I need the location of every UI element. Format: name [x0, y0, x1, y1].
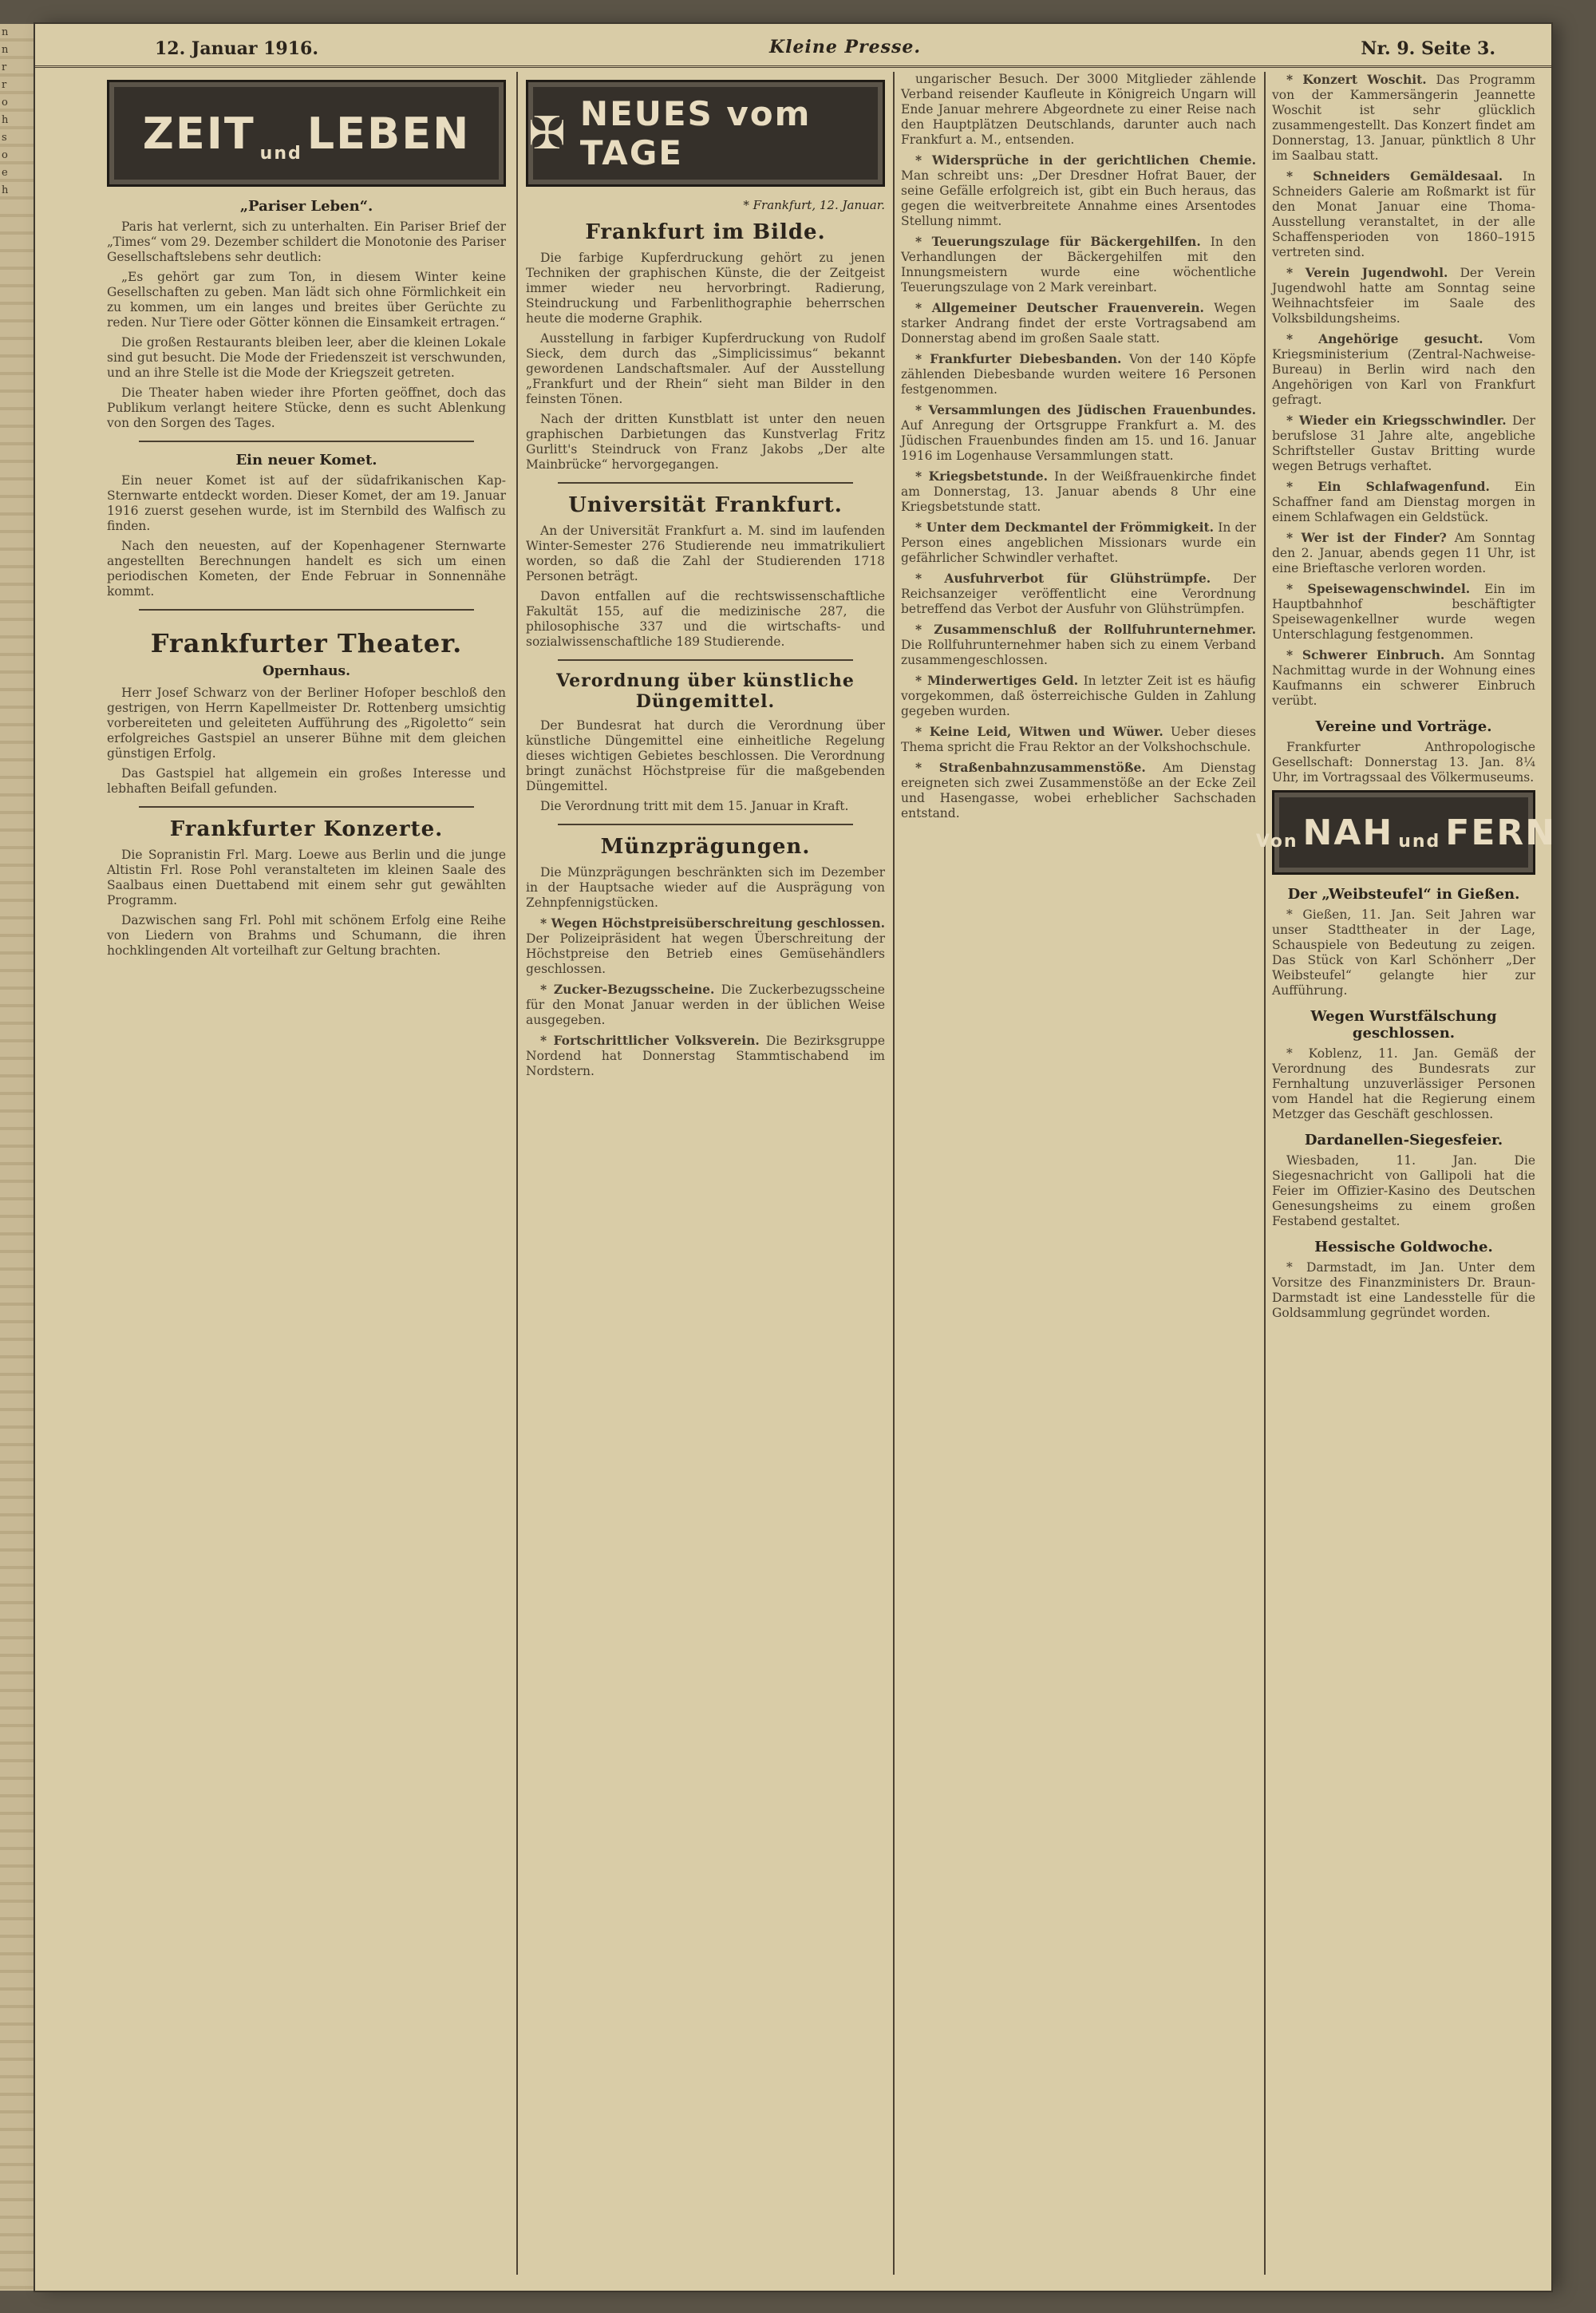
article-paragraph: * Darmstadt, im Jan. Unter dem Vorsitze des Finanzministers Dr. Braun-Darmstadt ist eine Landesstelle für die Goldsammlung gegründet worden.: [1272, 1260, 1535, 1320]
article-paragraph: [1272, 72, 1535, 164]
article-paragraph: Die großen Restaurants bleiben leer, aber die kleinen Lokale sind gut besucht. Die Mode der Friedenszeit ist verschwunden, und an ihre Stelle ist die Mode der Kriegszeit getreten.: [107, 335, 506, 380]
article-paragraph: [901, 402, 1256, 464]
article-paragraph: [901, 469, 1256, 515]
previous-page-edge: [0, 24, 35, 2291]
item-text: Der Reichsanzeiger veröffentlicht eine Verordnung betreffend das Verbot der Ausfuhr von Glühstrümpfen.: [901, 571, 1257, 616]
item-text: Das Programm von der Kammersängerin Jeannette Woschit ist sehr glücklich zusammengestellt. Das Konzert findet am Donnerstag, 13. Januar, pünktlich 8 Uhr im Saalbau statt.: [1272, 73, 1535, 163]
article-heading: Der „Weibsteufel“ in Gießen.: [1287, 886, 1520, 903]
edge-letter: o: [2, 149, 8, 161]
banner-word: und: [259, 144, 302, 164]
item-text: In Schneiders Galerie am Roßmarkt ist für den Monat Januar eine Thoma-Ausstellung veranstaltet, in der alle Schaffensperioden von 1860–1915 vertreten sind.: [1272, 169, 1535, 259]
edge-letter: h: [2, 184, 9, 196]
item-text: In den Verhandlungen der Bäckergehilfen mit den Innungsmeistern wurde eine wöchentliche Teuerungszulage von 2 Mark vereinbart.: [901, 235, 1256, 295]
edge-letter: o: [2, 97, 8, 109]
article-paragraph: Nach den neuesten, auf der Kopenhagener Sternwarte angestellten Berechnungen handelt es sich um einen periodischen Kometen, der Ende Februar in Sonnennähe kommt.: [107, 539, 506, 599]
item-lead: * Speisewagenschwindel.: [1286, 581, 1471, 596]
edge-letter: r: [2, 79, 7, 91]
banner-word: LEBEN: [306, 108, 471, 159]
item-text: Ueber dieses Thema spricht die Frau Rektor an der Volkshochschule.: [901, 725, 1256, 754]
article-paragraph: [1272, 168, 1535, 260]
item-text: Vom Kriegsministerium (Zentral-Nachweise-Bureau) in Berlin wird nach den Angehörigen von Karl von Frankfurt gefragt.: [1272, 332, 1535, 407]
item-text: Am Sonntag den 2. Januar, abends gegen 11 Uhr, ist eine Brieftasche verloren worden.: [1272, 531, 1535, 575]
edge-letter: e: [2, 167, 8, 179]
article-paragraph: [1272, 530, 1535, 576]
item-lead: * Ein Schlafwagenfund.: [1286, 479, 1490, 494]
article-paragraph: Paris hat verlernt, sich zu unterhalten. Ein Pariser Brief der „Times“ vom 29. Dezember schildert die Monotonie des Pariser Gesellschaftslebens sehr deutlich:: [107, 219, 506, 264]
column-rule: [1264, 72, 1266, 2275]
divider: [139, 441, 474, 442]
article-paragraph: Frankfurter Anthropologische Gesellschaft: Donnerstag 13. Jan. 8¼ Uhr, im Vortragssaal des Völkermuseums.: [1272, 740, 1535, 785]
banner-word: NAH: [1302, 812, 1394, 853]
column-local-news: [901, 72, 1256, 2275]
item-lead: * Minderwertiges Geld.: [915, 673, 1079, 688]
item-lead: * Zusammenschluß der Rollfuhrunternehmer.: [915, 622, 1256, 637]
section-heading: Vereine und Vorträge.: [1315, 718, 1492, 735]
item-lead: * Zucker-Bezugsscheine.: [540, 982, 715, 997]
article-paragraph: Nach der dritten Kunstblatt ist unter den neuen graphischen Darbietungen das Kunstverlag Fritz Gurlitt's Steindruck von Franz Jakobs „Der alte Mainbrücke“ hervorgegangen.: [526, 412, 885, 472]
item-text: Der berufslose 31 Jahre alte, angebliche Schriftsteller Gustav Britting wurde wegen Betrugs verhaftet.: [1272, 413, 1535, 473]
article-paragraph: Die Verordnung tritt mit dem 15. Januar in Kraft.: [540, 799, 849, 813]
column-briefs: [1255, 72, 1557, 2275]
dateline: * Frankfurt, 12. Januar.: [743, 198, 885, 212]
banner-word: NEUES vom TAGE: [579, 94, 812, 172]
section-heading: Universität Frankfurt.: [568, 493, 843, 517]
article-paragraph: Ein neuer Komet ist auf der südafrikanischen Kap-Sternwarte entdeckt worden. Dieser Komet, der am 19. Januar 1916 zuerst gesehen wurde, ist im Sternbild des Walfisch zu finden.: [107, 473, 506, 533]
item-lead: * Keine Leid, Witwen und Wüwer.: [915, 724, 1163, 739]
section-heading: Frankfurt im Bilde.: [585, 220, 826, 244]
item-text: Die Rollfuhrunternehmer haben sich zu einem Verband zusammengeschlossen.: [901, 638, 1256, 667]
article-heading: Wegen Wurstfälschung geschlossen.: [1310, 1008, 1497, 1042]
article-paragraph: * Gießen, 11. Jan. Seit Jahren war unser Stadttheater in der Lage, Schauspiele von Bedeutung zu zeigen. Das Stück von Karl Schönherr „Der Weibsteufel“ gelangte hier zur Aufführung.: [1272, 907, 1535, 998]
divider: [139, 609, 474, 611]
article-paragraph: Die Theater haben wieder ihre Pforten geöffnet, doch das Publikum verlangt heitere Stücke, denn es sucht Ablenkung von den Sorgen des Tages.: [107, 386, 506, 430]
article-paragraph: Die farbige Kupferdruckung gehört zu jenen Techniken der graphischen Künste, die der Zeitgeist immer wieder neu hervorbringt. Radierung, Steindruckung und Farbenlithographie beherrschen heute die moderne Graphik.: [526, 251, 885, 326]
item-lead: * Versammlungen des Jüdischen Frauenbundes.: [915, 402, 1256, 417]
neues-vom-tage-banner: [526, 80, 885, 187]
edge-letter: r: [2, 61, 7, 73]
zeit-und-leben-banner: [107, 80, 506, 187]
article-paragraph: Herr Josef Schwarz von der Berliner Hofoper beschloß den gestrigen, von Herrn Kapellmeister Dr. Rottenberg umsichtig vorbereiteten und geleiteten Aufführung des „Rigoletto“ sein erfolgreiches Gastspiel an unserer Bühne mit dem gleichen günstigen Erfolg.: [107, 686, 506, 761]
edge-letter: n: [2, 44, 9, 56]
section-heading: Frankfurter Theater.: [150, 628, 463, 658]
edge-letter: h: [2, 114, 9, 126]
item-text: Am Sonntag Nachmittag wurde in der Wohnung eines Kaufmanns ein schwerer Einbruch verübt.: [1272, 648, 1535, 708]
article-paragraph: Wiesbaden, 11. Jan. Die Siegesnachricht von Gallipoli hat die Feier im Offizier-Kasino des Deutschen Genesungsheims zu einem großen Festabend gestaltet.: [1272, 1153, 1535, 1228]
item-text: Man schreibt uns: „Der Dresdner Hofrat Bauer, der seine Gefälle erfolgreich ist, gibt ein Buch heraus, das gegen die weitverbreitete Annahme eines Arsentodes Stellung nimmt.: [901, 168, 1256, 228]
item-text: Am Dienstag ereigneten sich zwei Zusammenstöße an der Ecke Zeil und Hasengasse, wobei erheblicher Sachschaden entstand.: [901, 761, 1256, 820]
page-number: Nr. 9. Seite 3.: [1361, 38, 1495, 59]
item-text: Ein im Hauptbahnhof beschäftigter Speisewagenkellner wurde wegen Unterschlagung festgenommen.: [1272, 582, 1535, 642]
item-text: In der Weißfrauenkirche findet am Donnerstag, 13. Januar abends 8 Uhr eine Kriegsbetstunde statt.: [901, 469, 1256, 514]
article-paragraph: Dazwischen sang Frl. Pohl mit schönem Erfolg eine Reihe von Liedern von Brahms und Schumann, die ihren hochklingenden Alt vorteilhaft zur Geltung brachten.: [107, 913, 506, 958]
article-paragraph: [901, 622, 1256, 668]
column-zeit-und-leben: [107, 72, 506, 2275]
article-paragraph: Davon entfallen auf die rechtswissenschaftliche Fakultät 155, auf die medizinische 287, die philosophische 337 und die wirtschafts- und sozialwissenschaftliche 189 Studierende.: [526, 589, 885, 649]
article-paragraph: ungarischer Besuch. Der 3000 Mitglieder zählende Verband reisender Kaufleute in Königreich Ungarn will Ende Januar mehrere Abgeordnete zu einer Reise nach den Hauptplätzen Deutschlands, darunter auch nach Frankfurt a. M., entsenden.: [901, 72, 1256, 147]
section-heading: Münzprägungen.: [600, 835, 811, 859]
article-paragraph: Das Gastspiel hat allgemein ein großes Interesse und lebhaften Beifall gefunden.: [107, 766, 506, 796]
edge-letter: s: [2, 132, 7, 144]
edge-letter: n: [2, 26, 9, 38]
item-lead: * Schwerer Einbruch.: [1286, 647, 1445, 662]
article-paragraph: [901, 520, 1256, 566]
article-paragraph: [901, 152, 1256, 229]
article-paragraph: An der Universität Frankfurt a. M. sind im laufenden Winter-Semester 276 Studierende neu immatrikuliert worden, so daß die Zahl der Studierenden 1718 Personen beträgt.: [526, 524, 885, 583]
item-text: Der Polizeipräsident hat wegen Überschreitung der Höchstpreise den Betrieb eines Gemüsehändlers geschlossen.: [526, 931, 885, 976]
item-lead: * Ausfuhrverbot für Glühstrümpfe.: [915, 571, 1211, 586]
article-paragraph: [901, 234, 1256, 295]
item-text: Von der 140 Köpfe zählenden Diebesbande wurden weitere 16 Personen festgenommen.: [901, 352, 1256, 397]
item-lead: * Teuerungszulage für Bäckergehilfen.: [915, 234, 1201, 249]
item-lead: * Widersprüche in der gerichtlichen Chemie.: [915, 152, 1256, 168]
divider: [558, 659, 853, 661]
item-lead: * Fortschrittlicher Volksverein.: [540, 1033, 760, 1048]
divider: [558, 482, 853, 484]
banner-word: FERN: [1445, 812, 1557, 853]
item-lead: * Frankfurter Diebesbanden.: [915, 351, 1122, 366]
item-text: Wegen starker Andrang findet der erste Vortragsabend am Donnerstag abend im großen Saale statt.: [901, 301, 1256, 346]
article-paragraph: [901, 760, 1256, 821]
newspaper-page: [35, 24, 1557, 2291]
divider: [558, 824, 853, 825]
item-text: Die Zuckerbezugsscheine für den Monat Januar werden in der üblichen Weise ausgegeben.: [526, 983, 885, 1027]
article-paragraph: Der Bundesrat hat durch die Verordnung über künstliche Düngemittel eine einheitliche Regelung dieses wichtigen Gebietes beschlossen. Die Verordnung bringt zunächst Höchstpreise für die maßgebenden Düngemittel.: [526, 718, 885, 793]
article-paragraph: [1272, 479, 1535, 525]
article-paragraph: Ausstellung in farbiger Kupferdruckung von Rudolf Sieck, dem durch das „Simplicissimus“ bekannt gewordenen Landschaftsmaler. Auf der Ausstellung „Frankfurt und der Rhein“ sieht man Bilder in den feinsten Tönen.: [526, 331, 885, 406]
banner-word: ZEIT: [142, 108, 255, 159]
article-paragraph: [901, 724, 1256, 755]
item-lead: * Straßenbahnzusammenstöße.: [915, 760, 1146, 775]
section-heading: Frankfurter Konzerte.: [169, 817, 444, 841]
article-paragraph: [1272, 265, 1535, 326]
article-paragraph: [1272, 581, 1535, 642]
item-text: In letzter Zeit ist es häufig vorgekommen, daß österreichische Gulden in Zahlung gegeben wurden.: [901, 674, 1256, 718]
von-nah-und-fern-banner: [1255, 790, 1557, 875]
item-text: In der Person eines angeblichen Missionars wurde ein gefährlicher Schwindler verhaftet.: [901, 520, 1256, 565]
article-paragraph: Die Sopranistin Frl. Marg. Loewe aus Berlin und die junge Altistin Frl. Rose Pohl veranstalteten im kleinen Saale des Saalbaus einen Duettabend mit einem sehr gut gewählten Programm.: [107, 848, 506, 907]
subheading: Opernhaus.: [262, 663, 351, 679]
article-paragraph: [901, 571, 1256, 617]
divider: [139, 806, 474, 808]
article-paragraph: [1272, 413, 1535, 474]
article-paragraph: [901, 673, 1256, 719]
column-rule: [893, 72, 895, 2275]
column-neues-vom-tage: [526, 72, 885, 2275]
paper-title: Kleine Presse.: [769, 37, 922, 57]
item-lead: * Konzert Woschit.: [1286, 72, 1427, 87]
item-lead: * Unter dem Deckmantel der Frömmigkeit.: [915, 520, 1215, 535]
item-lead: * Kriegsbetstunde.: [915, 469, 1049, 484]
article-paragraph: [1272, 331, 1535, 408]
article-heading: Ein neuer Komet.: [235, 452, 377, 469]
item-text: Ein Schaffner fand am Dienstag morgen in einem Schlafwagen ein Geldstück.: [1272, 480, 1535, 524]
article-paragraph: Die Münzprägungen beschränkten sich im Dezember in der Hauptsache wieder auf die Ausprägung von Zehnpfennigstücken.: [526, 865, 885, 910]
issue-date: 12. Januar 1916.: [155, 38, 318, 59]
item-lead: * Verein Jugendwohl.: [1286, 265, 1448, 280]
article-heading: „Pariser Leben“.: [239, 198, 373, 215]
item-lead: * Wegen Höchstpreisüberschreitung geschlossen.: [540, 915, 885, 931]
article-heading: Dardanellen-Siegesfeier.: [1304, 1132, 1503, 1149]
article-paragraph: [901, 300, 1256, 346]
item-text: Der Verein Jugendwohl hatte am Sonntag seine Weihnachtsfeier im Saale des Volksbildungsheims.: [1272, 266, 1535, 326]
page-header: [35, 24, 1551, 68]
banner-word: und: [1398, 832, 1441, 852]
article-paragraph: [526, 982, 885, 1028]
article-paragraph: [1272, 647, 1535, 709]
article-paragraph: [526, 915, 885, 977]
item-lead: * Wer ist der Finder?: [1286, 530, 1447, 545]
item-lead: * Wieder ein Kriegsschwindler.: [1286, 413, 1507, 428]
item-lead: * Allgemeiner Deutscher Frauenverein.: [915, 300, 1204, 315]
eagle-icon: ✠: [528, 107, 567, 160]
article-heading: Hessische Goldwoche.: [1314, 1239, 1493, 1255]
article-paragraph: * Koblenz, 11. Jan. Gemäß der Verordnung des Bundesrats zur Fernhaltung unzuverlässiger Personen vom Handel hat die Regierung einem Metzger das Geschäft geschlossen.: [1272, 1046, 1535, 1121]
section-heading: Verordnung über künstliche Düngemittel.: [556, 670, 855, 712]
article-paragraph: [526, 1033, 885, 1079]
column-rule: [516, 72, 518, 2275]
article-paragraph: „Es gehört gar zum Ton, in diesem Winter keine Gesellschaften zu geben. Man lädt sich ohne Förmlichkeit ein zu kommen, um ein langes und breites über Gerüchte zu reden. Nur Tiere oder Götter können die Einsamkeit ertragen.“: [107, 270, 506, 330]
item-lead: * Schneiders Gemäldesaal.: [1286, 168, 1503, 184]
item-text: Die Bezirksgruppe Nordend hat Donnerstag Stammtischabend im Nordstern.: [526, 1034, 885, 1078]
item-text: Auf Anregung der Ortsgruppe Frankfurt a. M. des Jüdischen Frauenbundes finden am 15. und 16. Januar 1916 im Logenhause Versammlungen statt.: [901, 418, 1256, 463]
banner-word: Von: [1255, 832, 1298, 852]
item-lead: * Angehörige gesucht.: [1286, 331, 1483, 346]
article-paragraph: [901, 351, 1256, 397]
